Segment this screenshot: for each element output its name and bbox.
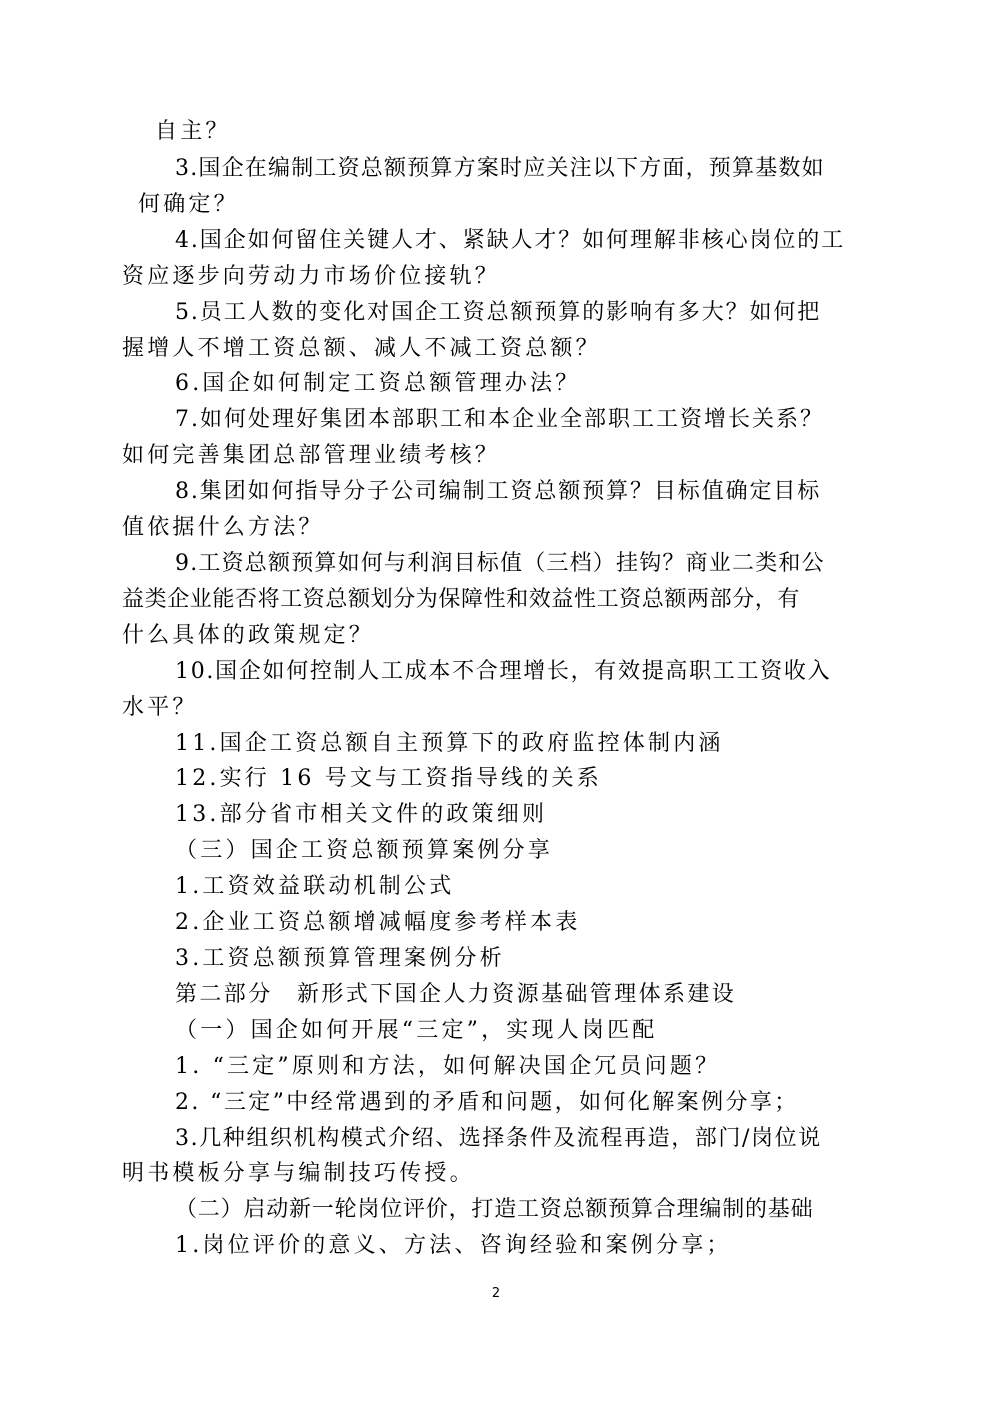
text-line: 4.国企如何留住关键人才、紧缺人才？如何理解非核心岗位的工 (175, 228, 846, 253)
text-line: 1. “三定”原则和方法，如何解决国企冗员问题？ (175, 1054, 721, 1079)
text-line: 12.实行 16 号文与工资指导线的关系 (175, 766, 602, 791)
text-line: 3.几种组织机构模式介绍、选择条件及流程再造，部门/岗位说 (175, 1126, 822, 1151)
text-line: 5.员工人数的变化对国企工资总额预算的影响有多大？如何把 (175, 300, 822, 325)
text-line: 自主？ (155, 119, 231, 144)
text-line: 水平？ (122, 695, 198, 720)
text-line: 3.国企在编制工资总额预算方案时应关注以下方面，预算基数如 (175, 156, 825, 181)
section-heading: （三）国企工资总额预算案例分享 (175, 838, 554, 863)
text-line: 何确定？ (138, 192, 239, 217)
text-line: 7.如何处理好集团本部职工和本企业全部职工工资增长关系？ (175, 407, 824, 432)
text-line: 10.国企如何控制人工成本不合理增长，有效提高职工工资收入 (175, 659, 832, 684)
text-line: 9.工资总额预算如何与利润目标值（三档）挂钩？商业二类和公 (175, 551, 825, 576)
text-line: 13.部分省市相关文件的政策细则 (175, 802, 548, 827)
text-line: 1.岗位评价的意义、方法、咨询经验和案例分享； (175, 1233, 732, 1258)
text-line: 什么具体的政策规定？ (122, 623, 375, 648)
text-line: 2.企业工资总额增减幅度参考样本表 (175, 910, 581, 935)
text-line: 11.国企工资总额自主预算下的政府监控体制内涵 (175, 731, 724, 756)
section-heading: （一）国企如何开展“三定”，实现人岗匹配 (175, 1018, 658, 1043)
text-line: 3.工资总额预算管理案例分析 (175, 946, 505, 971)
text-line: 1.工资效益联动机制公式 (175, 874, 455, 899)
text-line: 资应逐步向劳动力市场价位接轨？ (122, 264, 501, 289)
section-heading: （二）启动新一轮岗位评价，打造工资总额预算合理编制的基础 (175, 1197, 814, 1222)
text-line: 2. “三定”中经常遇到的矛盾和问题，如何化解案例分享； (175, 1090, 799, 1115)
text-line: 8.集团如何指导分子公司编制工资总额预算？目标值确定目标 (175, 479, 822, 504)
page-number: 2 (491, 1286, 501, 1301)
text-line: 6.国企如何制定工资总额管理办法？ (175, 371, 581, 396)
text-line: 值依据什么方法？ (122, 515, 324, 540)
text-line: 握增人不增工资总额、减人不减工资总额？ (122, 336, 601, 361)
part-heading: 第二部分 新形式下国企人力资源基础管理体系建设 (175, 982, 737, 1007)
text-line: 益类企业能否将工资总额划分为保障性和效益性工资总额两部分，有 (122, 587, 801, 612)
text-line: 明书模板分享与编制技巧传授。 (122, 1161, 475, 1186)
text-line: 如何完善集团总部管理业绩考核？ (122, 443, 501, 468)
